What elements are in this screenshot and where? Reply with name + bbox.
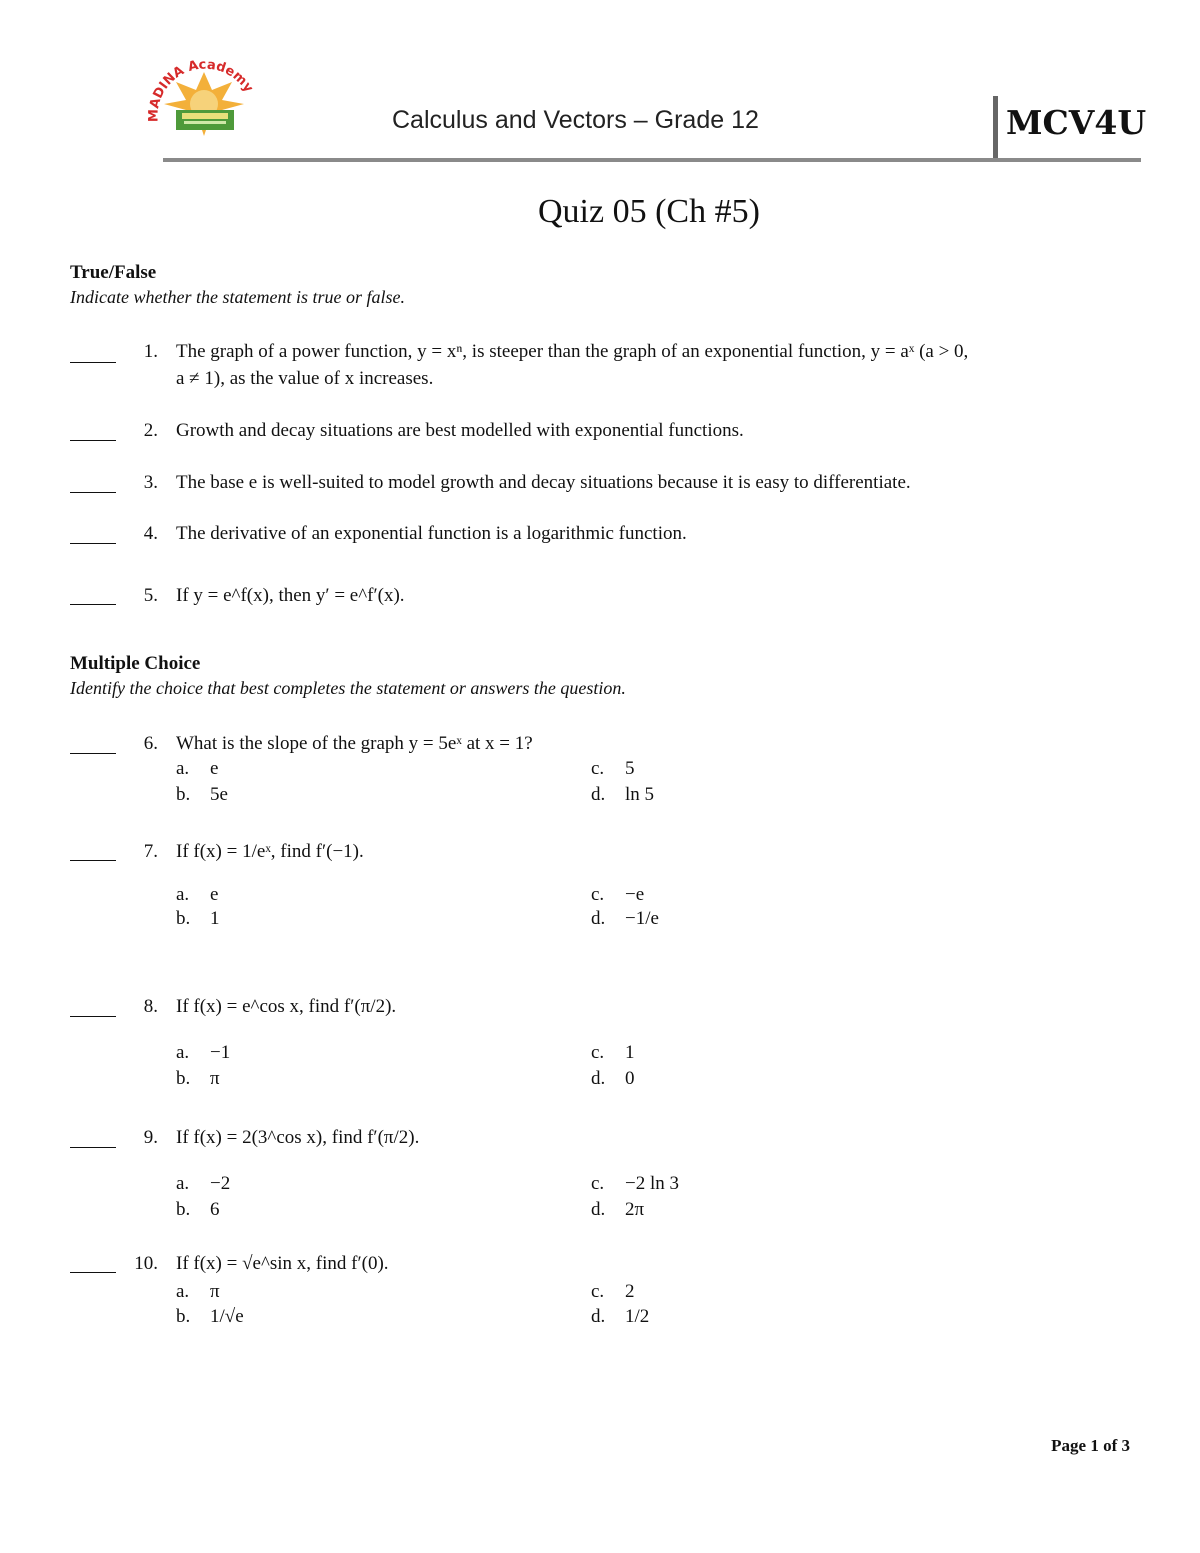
answer-blank-9[interactable]: [70, 1147, 116, 1148]
question-number-5: 5.: [143, 585, 158, 606]
option-10b: b. 1/√e: [176, 1306, 244, 1327]
option-8d-value: 0: [625, 1068, 635, 1089]
question-5-text: If y = e^f(x), then y′ = e^f′(x).: [176, 585, 405, 606]
page-number: Page 1 of 3: [1051, 1436, 1130, 1455]
question-number-2: 2.: [143, 420, 158, 441]
option-10d-value: 1/2: [625, 1306, 650, 1327]
header-divider: [993, 96, 998, 162]
question-number-6: 6.: [143, 733, 158, 754]
option-8b: b. π: [176, 1068, 220, 1089]
option-6b: b. 5e: [176, 784, 228, 805]
option-10a: a. π: [176, 1281, 220, 1302]
option-6b-value: 5e: [210, 784, 228, 805]
question-number-7: 7.: [143, 841, 158, 862]
option-9a: a. −2: [176, 1173, 231, 1194]
question-number-8: 8.: [143, 996, 158, 1017]
option-6d: d. ln 5: [591, 784, 655, 805]
option-8c-value: 1: [625, 1042, 635, 1063]
option-6a-value: e: [210, 758, 219, 779]
option-7b: b. 1: [176, 908, 220, 929]
answer-blank-10[interactable]: [70, 1272, 116, 1273]
answer-blank-8[interactable]: [70, 1016, 116, 1017]
multiple-choice-instruction: Identify the choice that best completes the statement or answers the question.: [70, 678, 626, 698]
question-9-text: If f(x) = 2(3^cos x), find f′(π/2).: [176, 1127, 420, 1148]
course-title: Calculus and Vectors – Grade 12: [392, 106, 759, 134]
question-6-text: What is the slope of the graph y = 5eˣ at x = 1?: [176, 733, 533, 754]
course-code: MCV4U: [1006, 103, 1147, 142]
question-1-line-2: a ≠ 1), as the value of x increases.: [176, 368, 434, 389]
answer-blank-1[interactable]: [70, 362, 116, 363]
option-9c: c. −2 ln 3: [591, 1173, 679, 1194]
multiple-choice-heading: Multiple Choice: [70, 653, 201, 674]
question-8-text: If f(x) = e^cos x, find f′(π/2).: [176, 996, 397, 1017]
option-7c-value: −e: [625, 884, 645, 905]
option-10c: c. 2: [591, 1281, 635, 1302]
option-7a: a. e: [176, 884, 219, 905]
true-false-heading: True/False: [70, 262, 157, 283]
option-9b-value: 6: [210, 1199, 220, 1220]
option-9c-value: −2 ln 3: [625, 1173, 679, 1194]
answer-blank-3[interactable]: [70, 492, 116, 493]
option-8c: c. 1: [591, 1042, 635, 1063]
option-8a: a. −1: [176, 1042, 231, 1063]
question-3-text: The base e is well-suited to model growth and decay situations because it is easy to differentiate.: [176, 472, 911, 493]
option-7d: d. −1/e: [591, 908, 659, 929]
option-7b-value: 1: [210, 908, 220, 929]
option-7a-value: e: [210, 884, 219, 905]
question-number-10: 10.: [134, 1253, 158, 1274]
option-8b-value: π: [210, 1068, 220, 1089]
question-number-1: 1.: [143, 341, 158, 362]
svg-text:MADINA Academy: MADINA Academy: [148, 60, 256, 123]
question-4-text: The derivative of an exponential function is a logarithmic function.: [176, 523, 687, 544]
answer-blank-4[interactable]: [70, 543, 116, 544]
true-false-instruction: Indicate whether the statement is true or false.: [70, 287, 405, 307]
answer-blank-2[interactable]: [70, 440, 116, 441]
option-6c-value: 5: [625, 758, 635, 779]
option-7c: c. −e: [591, 884, 645, 905]
option-7d-value: −1/e: [625, 908, 659, 929]
answer-blank-7[interactable]: [70, 860, 116, 861]
option-9d-value: 2π: [625, 1199, 645, 1220]
option-6c: c. 5: [591, 758, 635, 779]
option-6d-value: ln 5: [625, 784, 655, 805]
question-number-9: 9.: [143, 1127, 158, 1148]
question-2-text: Growth and decay situations are best modelled with exponential functions.: [176, 420, 744, 441]
madina-academy-logo: [148, 60, 260, 140]
question-10-text: If f(x) = √e^sin x, find f′(0).: [176, 1253, 389, 1274]
question-number-3: 3.: [143, 472, 158, 493]
question-7-text: If f(x) = 1/eˣ, find f′(−1).: [176, 841, 364, 862]
question-number-4: 4.: [143, 523, 158, 544]
option-10d: d. 1/2: [591, 1306, 650, 1327]
quiz-title: Quiz 05 (Ch #5): [538, 193, 760, 230]
option-8a-value: −1: [210, 1042, 231, 1063]
option-8d: d. 0: [591, 1068, 635, 1089]
option-9b: b. 6: [176, 1199, 220, 1220]
question-1-line-1: The graph of a power function, y = xⁿ, is steeper than the graph of an exponential function, y = aˣ (a > 0,: [176, 341, 969, 362]
option-10a-value: π: [210, 1281, 220, 1302]
option-9d: d. 2π: [591, 1199, 645, 1220]
option-10c-value: 2: [625, 1281, 635, 1302]
answer-blank-5[interactable]: [70, 604, 116, 605]
option-6a: a. e: [176, 758, 219, 779]
option-9a-value: −2: [210, 1173, 231, 1194]
answer-blank-6[interactable]: [70, 753, 116, 754]
header-rule: [163, 158, 1141, 162]
option-10b-value: 1/√e: [210, 1306, 244, 1327]
